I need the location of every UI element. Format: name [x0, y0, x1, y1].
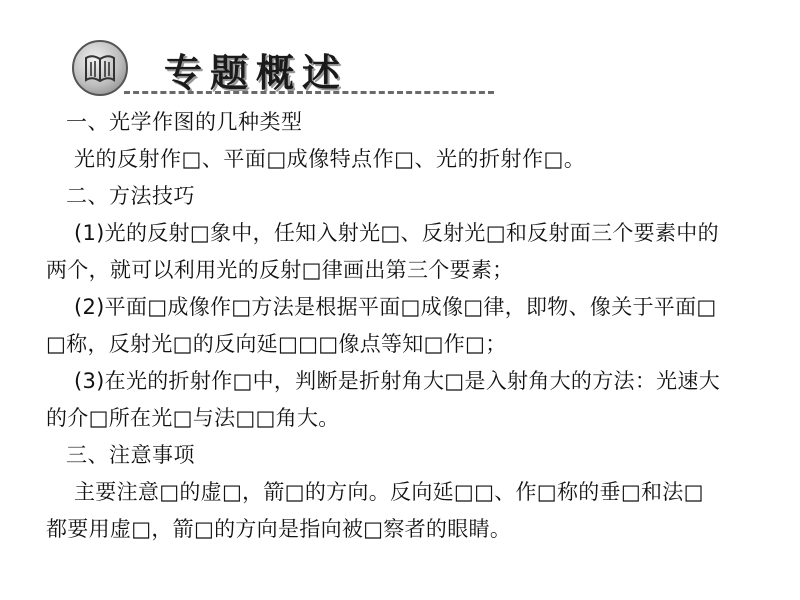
page-title: 专题概述 — [164, 51, 349, 95]
section1-text: 光的反射作□、平面□成像特点作□、光的折射作□。 — [74, 147, 586, 171]
item2-line1: (2)平面□成像作□方法是根据平面□成像□律，即物、像关于平面□ — [74, 295, 717, 319]
section3-line2: 都要用虚□，箭□的方向是指向被□察者的眼睛。 — [46, 517, 512, 541]
overview-content — [46, 108, 756, 552]
section1-heading: 一、光学作图的几种类型 — [66, 110, 303, 134]
section-header — [72, 32, 502, 102]
title-dashed-divider — [124, 91, 494, 94]
item3-line2: 的介□所在光□与法□□角大。 — [46, 406, 340, 430]
item2-line2: □称，反射光□的反向延□□□像点等知□作□； — [46, 332, 507, 356]
item1-line2: 两个，就可以利用光的反射□律画出第三个要素； — [46, 258, 514, 282]
item1-line1: (1)光的反射□象中，任知入射光□、反射光□和反射面三个要素中的 — [74, 221, 719, 245]
item3-line1: (3)在光的折射作□中，判断是折射角大□是入射角大的方法：光速大 — [74, 369, 721, 393]
section2-heading: 二、方法技巧 — [66, 184, 195, 208]
section3-heading: 三、注意事项 — [66, 443, 195, 467]
book-emblem-icon — [72, 40, 128, 96]
section3-line1: 主要注意□的虚□，箭□的方向。反向延□□、作□称的垂□和法□ — [74, 480, 704, 504]
